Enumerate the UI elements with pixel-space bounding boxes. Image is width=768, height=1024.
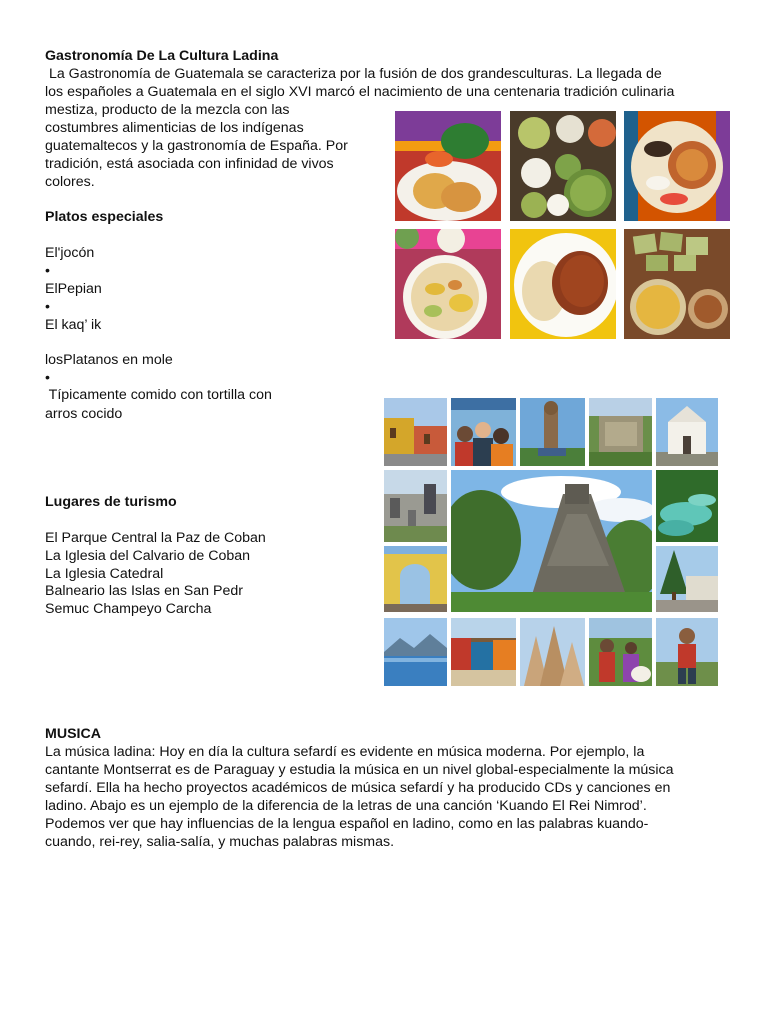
food-photo-1: [395, 111, 501, 221]
plato-item-platanos: losPlatanos en mole: [45, 352, 173, 368]
gastronomia-line-6: tradición, está asociada con infinidad de vivos: [45, 156, 334, 172]
tourism-photo-city-aerial: [384, 470, 447, 542]
tourism-photo-ruins: [589, 398, 652, 466]
tourism-photo-man-traditional: [656, 618, 718, 686]
turismo-place-2: La Iglesia del Calvario de Coban: [45, 548, 251, 564]
plato-bullet-1: •: [45, 263, 50, 279]
musica-line-3: sefardí. Ella ha hecho proyectos académicos de música sefardí y ha producido CDs y canciones en: [45, 780, 671, 796]
musica-title: MUSICA: [45, 726, 101, 742]
plato-item-pepian: ElPepian: [45, 281, 102, 297]
tourism-photo-market: [451, 618, 516, 686]
musica-line-2: cantante Montserrat es de Paraguay y estudia la música en un nivel global-especialmente la música: [45, 762, 674, 778]
tourism-photo-plaza-tree: [656, 546, 718, 612]
platos-title: Platos especiales: [45, 209, 164, 225]
tourism-photo-arch: [384, 546, 447, 612]
turismo-place-5: Semuc Champeyo Carcha: [45, 601, 212, 617]
food-photo-3: [624, 111, 730, 221]
gastronomia-line-1: La Gastronomía de Guatemala se caracteriza por la fusión de dos grandesculturas. La llegada de: [45, 66, 662, 82]
plato-item-kaqik: El kaq’ ik: [45, 317, 102, 333]
gastronomia-line-4: costumbres alimenticias de los indígenas: [45, 120, 304, 136]
food-photo-5: [510, 229, 616, 339]
tourism-photo-semuc-champey: [656, 470, 718, 542]
gastronomia-line-7: colores.: [45, 174, 95, 190]
turismo-title: Lugares de turismo: [45, 494, 177, 510]
plato-bullet-2: •: [45, 299, 50, 315]
tourism-photo-street: [384, 398, 447, 466]
musica-line-5: Podemos ver que hay influencias de la lengua español en ladino, como en las palabras kuando-: [45, 816, 649, 832]
gastronomia-line-2: los españoles a Guatemala en el siglo XVI marcó el nacimiento de una centenaria tradición culinaria: [45, 84, 675, 100]
plato-note-line-2: arros cocido: [45, 406, 123, 422]
turismo-place-3: La Iglesia Catedral: [45, 566, 164, 582]
tourism-photo-women-llama: [589, 618, 652, 686]
turismo-place-1: El Parque Central la Paz de Coban: [45, 530, 266, 546]
plato-bullet-3: •: [45, 370, 50, 386]
musica-line-6: cuando, rei-rey, salia-salía, y muchas palabras mismas.: [45, 834, 395, 850]
food-photo-6: [624, 229, 730, 339]
tourism-photo-tikal-pyramid: [451, 470, 652, 612]
tourism-photo-crowd: [451, 398, 516, 466]
food-photo-4: [395, 229, 501, 339]
musica-line-4: ladino. Abajo es un ejemplo de la diferencia de la letras de una canción ‘Kuando El Rei Nimrod’.: [45, 798, 647, 814]
tourism-photo-statue: [520, 398, 585, 466]
tourism-photo-rock-formations: [520, 618, 585, 686]
plato-note-line-1: Típicamente comido con tortilla con: [45, 387, 272, 403]
tourism-photo-lake: [384, 618, 447, 686]
gastronomia-line-5: guatemaltecos y la gastronomía de España. Por: [45, 138, 348, 154]
plato-item-jocon: El'jocón: [45, 245, 95, 261]
gastronomia-title: Gastronomía De La Cultura Ladina: [45, 48, 279, 64]
turismo-place-4: Balneario las Islas en San Pedr: [45, 583, 243, 599]
tourism-photo-white-church: [656, 398, 718, 466]
musica-line-1: La música ladina: Hoy en día la cultura sefardí es evidente en música moderna. Por ejemplo, la: [45, 744, 645, 760]
gastronomia-line-3: mestiza, producto de la mezcla con las: [45, 102, 290, 118]
food-photo-2: [510, 111, 616, 221]
